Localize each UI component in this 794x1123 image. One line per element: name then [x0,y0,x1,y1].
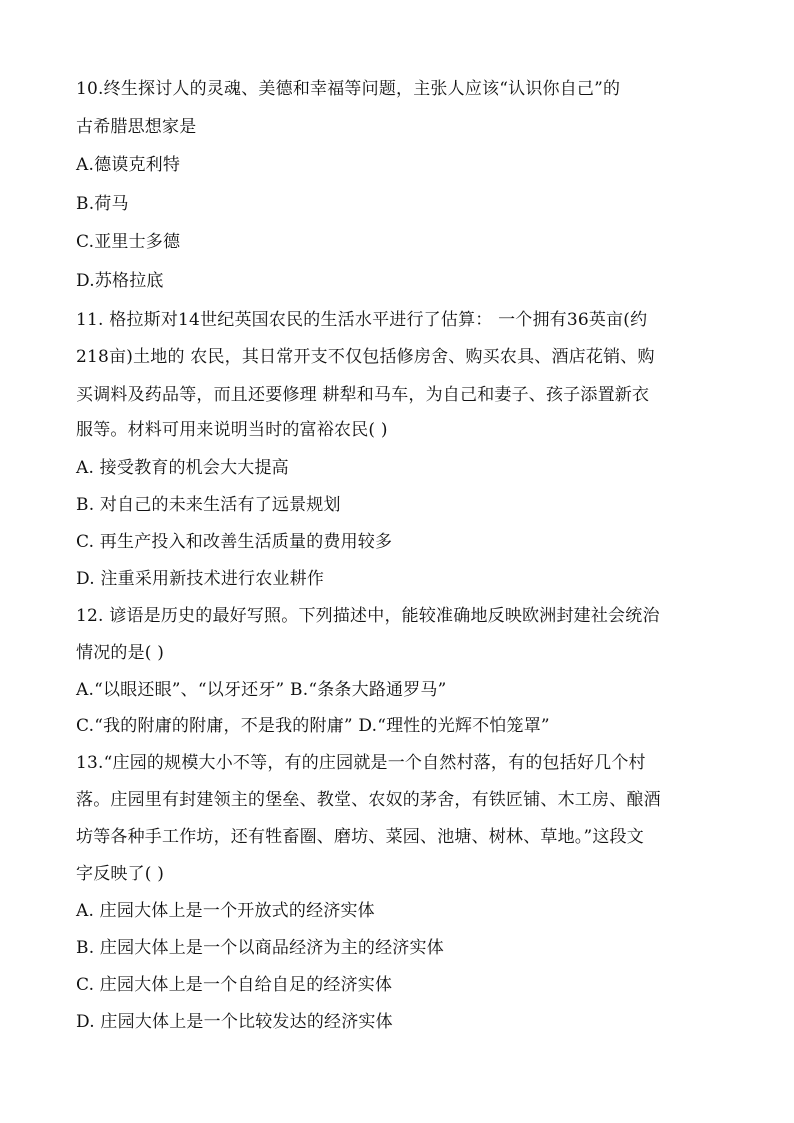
q10-option-c: C.亚里士多德 [76,232,181,252]
q12-options-line-2: C.“我的附庸的附庸，不是我的附庸” D.“理性的光辉不怕笼罩” [76,716,550,736]
q13-option-d: D. 庄园大体上是一个比较发达的经济实体 [76,1012,393,1032]
q13-option-a: A. 庄园大体上是一个开放式的经济实体 [76,901,375,921]
q13-option-c: C. 庄园大体上是一个自给自足的经济实体 [76,975,393,995]
q12-options-line-1: A.“以眼还眼”、“以牙还牙” B.“条条大路通罗马” [76,680,447,700]
q13-stem-line-2: 落。庄园里有封建领主的堡垒、教堂、农奴的茅舍，有铁匠铺、木工房、酿酒 [76,790,661,810]
q10-option-a: A.德谟克利特 [76,155,181,175]
q11-stem-line-2: 218亩)土地的 农民，其日常开支不仅包括修房舍、购买农具、酒店花销、购 [76,347,655,367]
q10-stem-line-2: 古希腊思想家是 [76,117,197,137]
q11-option-b: B. 对自己的未来生活有了远景规划 [76,495,341,515]
q11-option-c: C. 再生产投入和改善生活质量的费用较多 [76,532,393,552]
q12-stem-line-2: 情况的是( ) [76,643,165,663]
q13-stem-line-1: 13.“庄园的规模大小不等，有的庄园就是一个自然村落，有的包括好几个村 [76,753,646,773]
q13-stem-line-3: 坊等各种手工作坊，还有牲畜圈、磨坊、菜园、池塘、树林、草地。”这段文 [76,827,644,847]
q11-stem-line-4: 服等。材料可用来说明当时的富裕农民( ) [76,420,388,440]
q10-option-b: B.荷马 [76,194,129,214]
q13-stem-line-4: 字反映了( ) [76,864,165,884]
q11-option-a: A. 接受教育的机会大大提高 [76,458,289,478]
q11-stem-line-1: 11. 格拉斯对14世纪英国农民的生活水平进行了估算： 一个拥有36英亩(约 [76,310,648,330]
q10-option-d: D.苏格拉底 [76,271,164,291]
q13-option-b: B. 庄园大体上是一个以商品经济为主的经济实体 [76,938,444,958]
q12-stem-line-1: 12. 谚语是历史的最好写照。下列描述中，能较准确地反映欧洲封建社会统治 [76,606,660,626]
q10-stem-line-1: 10.终生探讨人的灵魂、美德和幸福等问题，主张人应该“认识你自己”的 [76,79,621,99]
q11-option-d: D. 注重采用新技术进行农业耕作 [76,569,325,589]
q11-stem-line-3: 买调料及药品等，而且还要修理 耕犁和马车，为自己和妻子、孩子添置新衣 [76,385,650,405]
